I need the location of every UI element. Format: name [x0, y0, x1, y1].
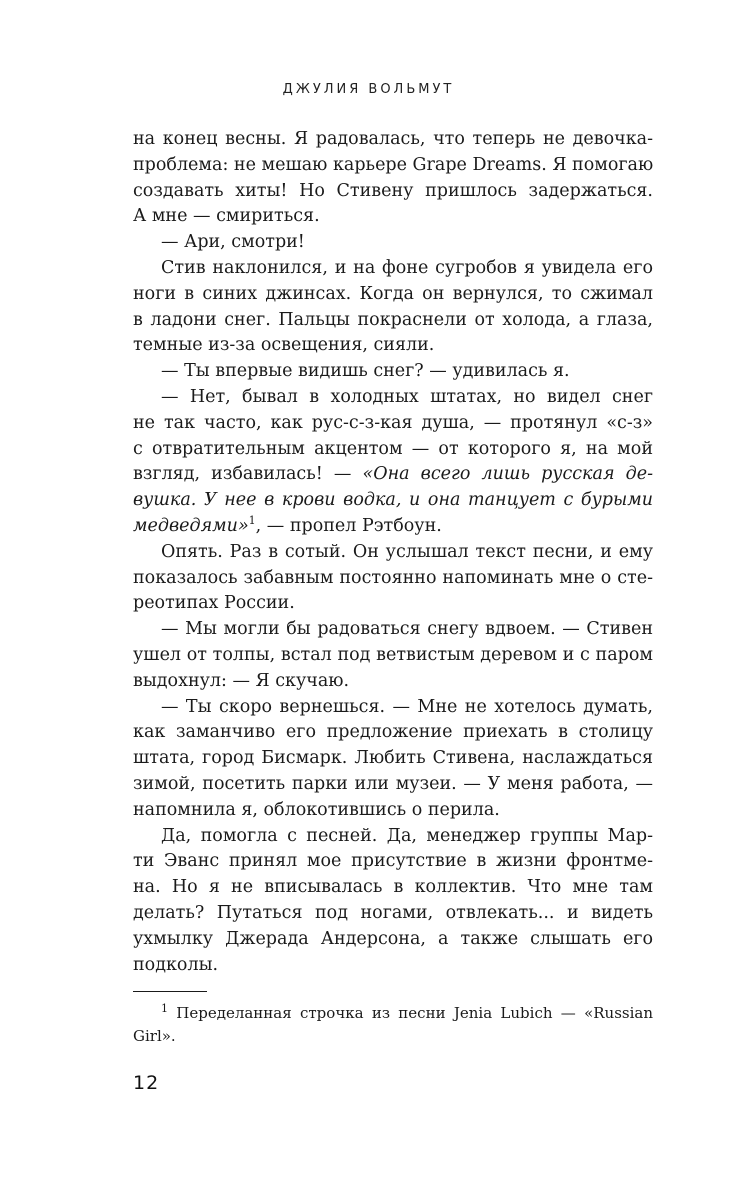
text-line: — Нет, бывал в холодных штатах, но видел снег [161, 386, 653, 407]
song-lyric: медведями» [133, 515, 249, 536]
footnote-text: Переделанная строчка из песни Jenia Lubich — «Russian [168, 1004, 653, 1022]
text-line: ушел от толпы, встал под ветвистым деревом и с паром [133, 644, 653, 665]
song-lyric: вушка. У нее в крови водка, и она танцует с бурыми [133, 490, 653, 511]
text-line: Да, помогла с песней. Да, менеджер группы Мар- [161, 825, 653, 846]
text-line: напомнила я, облокотившись о перила. [133, 799, 500, 820]
text-line: на. Но я не вписывалась в коллектив. Что мне там [133, 877, 653, 898]
text-line: темные из-за освещения, сияли. [133, 335, 435, 356]
text-line: реотипах России. [133, 593, 295, 614]
body-text [133, 127, 653, 978]
text-line: создавать хиты! Но Стивену пришлось задержаться. [133, 180, 653, 201]
footnote-divider [133, 991, 207, 992]
text-line [133, 488, 653, 514]
footnote-line [133, 1002, 653, 1025]
page-number: 12 [133, 1072, 160, 1094]
text-line: — Мы могли бы радоваться снегу вдвоем. — Стивен [161, 619, 653, 640]
footnote-ref: 1 [248, 514, 256, 528]
text-line [133, 462, 653, 488]
text-line: штата, город Бисмарк. Любить Стивена, наслаждаться [133, 748, 653, 769]
footnote [133, 1002, 653, 1048]
text-line: показалось забавным постоянно напоминать мне о сте- [133, 567, 653, 588]
text-line: с отвратительным акцентом — от которого я, на мой [133, 438, 653, 459]
footnote-line: Girl». [133, 1027, 176, 1045]
text-line: ноги в синих джинсах. Когда он вернулся, то сжимал [133, 283, 653, 304]
text-line: выдохнул: — Я скучаю. [133, 670, 350, 691]
text-line: А мне — смириться. [133, 206, 320, 227]
text-line: на конец весны. Я радовалась, что теперь не девочка- [133, 129, 653, 149]
text-line: Стив наклонился, и на фоне сугробов я увидела его [161, 257, 653, 278]
text-line: подколы. [133, 954, 219, 975]
text-line: зимой, посетить парки или музеи. — У меня работа, — [133, 773, 653, 794]
text-line: — Ты впервые видишь снег? — удивилась я. [161, 361, 570, 382]
text-line: в ладони снег. Пальцы покраснели от холода, а глаза, [133, 309, 653, 330]
text-line: ухмылку Джерада Андерсона, а также слышать его [133, 928, 653, 949]
text-line: Опять. Раз в сотый. Он услышал текст песни, и ему [161, 541, 653, 562]
text-segment: , — пропел Рэтбоун. [255, 515, 442, 536]
text-line: не так часто, как рус-с-з-кая душа, — протянул «с-з» [133, 412, 653, 433]
text-line: проблема: не мешаю карьере Grape Dreams. Я помогаю [133, 154, 654, 175]
text-line: ти Эванс принял мое присутствие в жизни фронтме- [133, 851, 653, 872]
song-lyric: «Она всего лишь русская де- [362, 464, 654, 485]
running-head: ДЖУЛИЯ ВОЛЬМУТ [282, 82, 455, 97]
text-line: — Ты скоро вернешься. — Мне не хотелось думать, [161, 696, 653, 717]
text-line: — Ари, смотри! [161, 232, 305, 253]
text-line: делать? Путаться под ногами, отвлекать... и видеть [133, 902, 653, 923]
text-segment: взгляд, избавилась! — [133, 464, 363, 485]
text-line [133, 514, 653, 540]
text-line: как заманчиво его предложение приехать в столицу [133, 722, 653, 743]
footnote-marker: 1 [161, 1002, 168, 1015]
